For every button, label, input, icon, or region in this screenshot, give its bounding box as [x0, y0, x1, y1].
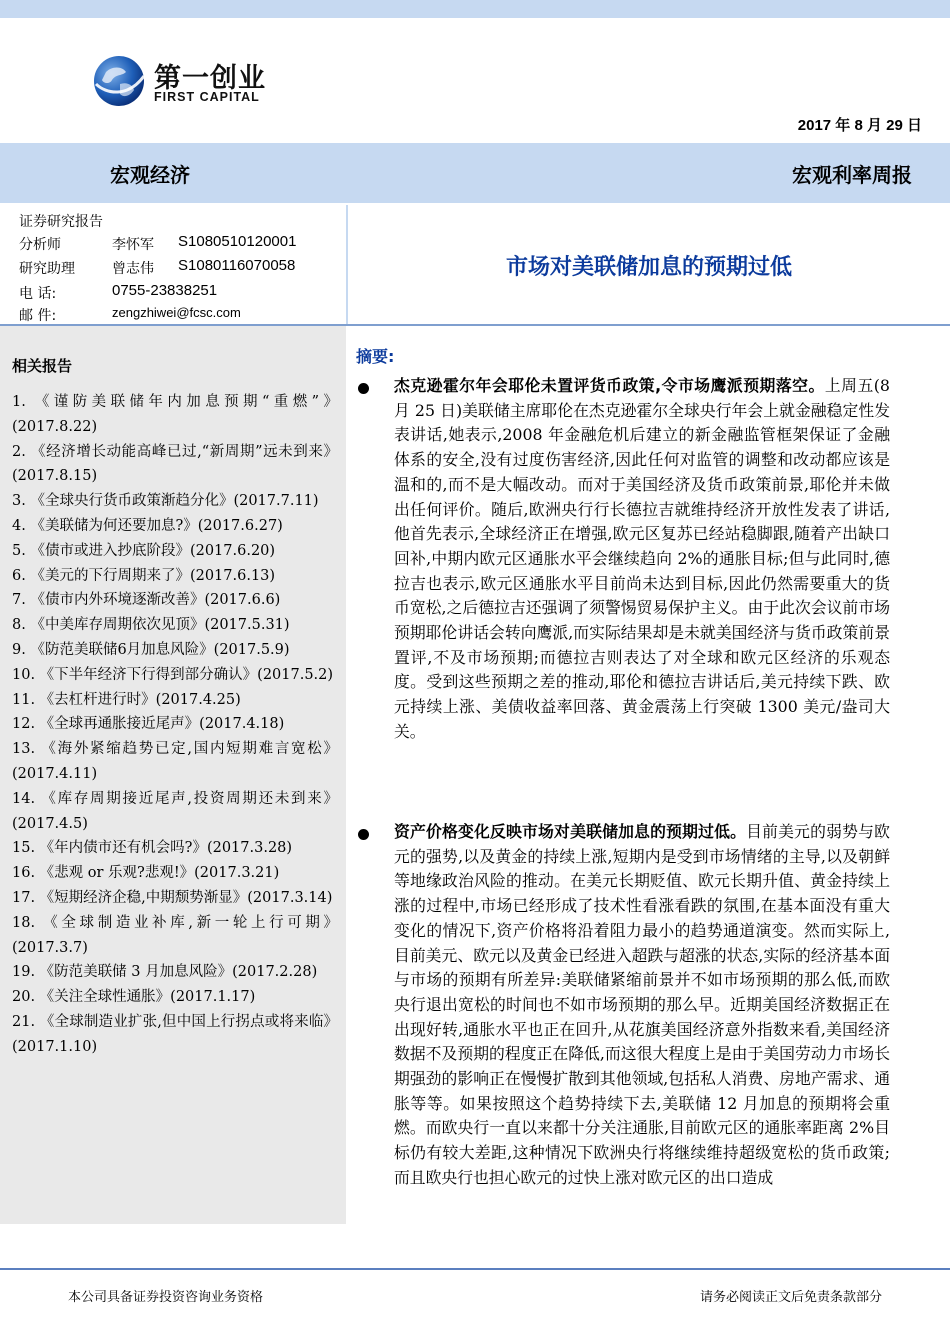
bullet-dot-icon	[358, 383, 369, 394]
assistant-name: 曾志伟	[112, 261, 154, 277]
assistant-id: S1080116070058	[178, 257, 296, 274]
phone-label: 电 话:	[19, 286, 57, 302]
abstract-label: 摘要:	[356, 347, 395, 366]
related-report-item[interactable]: 16. 《悲观 or 乐观?悲观!》(2017.3.21)	[12, 865, 280, 882]
related-report-item[interactable]: 17. 《短期经济企稳,中期颓势渐显》(2017.3.14)	[12, 889, 333, 906]
sector-label: 宏观经济	[110, 163, 190, 187]
report-date: 2017 年 8 月 29 日	[797, 117, 922, 134]
footer-disclaimer: 请务必阅读正文后免责条款部分	[699, 1290, 882, 1305]
report-type-label: 宏观利率周报	[792, 163, 912, 187]
assistant-label: 研究助理	[19, 261, 75, 277]
related-report-item[interactable]: 12. 《全球再通胀接近尾声》(2017.4.18)	[12, 716, 285, 733]
related-report-item[interactable]: 7. 《债市内外环境逐渐改善》(2017.6.6)	[12, 592, 281, 609]
related-report-item[interactable]: 13. 《海外紧缩趋势已定,国内短期难言宽松》(2017.4.11)	[12, 741, 338, 782]
related-report-item[interactable]: 1. 《谨防美联储年内加息预期“重燃”》(2017.8.22)	[12, 394, 338, 435]
related-reports-title: 相关报告	[12, 357, 73, 375]
logo-name-en: FIRST CAPITAL	[154, 90, 260, 104]
abstract-bullet	[358, 374, 890, 745]
related-report-item[interactable]: 6. 《美元的下行周期来了》(2017.6.13)	[12, 567, 276, 584]
abstract-heading: 杰克逊霍尔年会耶伦未置评货币政策,令市场鹰派预期落空。	[394, 376, 825, 395]
related-report-item[interactable]: 5. 《债市或进入抄底阶段》(2017.6.20)	[12, 542, 276, 559]
analyst-label: 分析师	[19, 237, 61, 253]
related-report-item[interactable]: 4. 《美联储为何还要加息?》(2017.6.27)	[12, 517, 283, 534]
top-band	[0, 0, 950, 18]
related-report-item[interactable]: 21. 《全球制造业扩张,但中国上行拐点或将来临》(2017.1.10)	[12, 1013, 338, 1055]
bullet-dot-icon	[358, 829, 369, 840]
related-report-item[interactable]: 11. 《去杠杆进行时》(2017.4.25)	[12, 691, 241, 708]
email-label: 邮 件:	[19, 308, 57, 324]
footer-qualification: 本公司具备证券投资咨询业务资格	[68, 1290, 264, 1305]
abstract-paragraph	[394, 820, 890, 1191]
logo-name-cn: 第一创业	[154, 63, 266, 94]
report-title: 市场对美联储加息的预期过低	[505, 255, 792, 280]
related-reports-list	[12, 390, 338, 1060]
related-report-item[interactable]: 15. 《年内债市还有机会吗?》(2017.3.28)	[12, 840, 293, 857]
related-report-item[interactable]: 14. 《库存周期接近尾声,投资周期还未到来》(2017.4.5)	[12, 790, 338, 832]
related-report-item[interactable]: 18. 《全球制造业补库,新一轮上行可期》(2017.3.7)	[12, 914, 338, 956]
report-category: 证券研究报告	[19, 214, 103, 230]
abstract-body: 目前美元的弱势与欧元的强势,以及黄金的持续上涨,短期内是受到市场情绪的主导,以及朝鲜等地缘政治风险的推动。在美元长期贬值、欧元长期升值、黄金持续上涨的过程中,市场已经形成了技术性看涨看跌的氛围,在基本面没有重大变化的情况下,资产价格将沿着阻力最小的趋势通道演变。然而实际上,目前美元、欧元以及黄金已经进入超跌与超涨的状态,实际的经济基本面与市场的预期有所差异:美联储紧缩前景并不如市场预期的那么低,而欧央行退出宽松的时间也不如市场预期的那么早。近期美国经济数据正在出现好转,通胀水平也正在回升,从花旗美国经济意外指数来看,美国经济数据不及预期的程度正在降低,而这很大程度上是由于美国劳动力市场长期强劲的影响正在慢慢扩散到其他领域,包括私人消费、房地产需求、通胀等等。如果按照这个趋势持续下去,美联储 12 月加息的预期将会重燃。而欧央行一直以来都十分关注通胀,目前欧元区的通胀率距离 2%目标仍有较大差距,这种情况下欧洲央行将继续维持超级宽松的货币政策;而且欧央行也担心欧元的过快上涨对欧元区的出口造成	[394, 822, 890, 1187]
company-logo	[92, 54, 272, 110]
email-address[interactable]: zengzhiwei@fcsc.com	[112, 305, 241, 320]
phone-number: 0755-23838251	[112, 282, 218, 299]
related-report-item[interactable]: 9. 《防范美联储6月加息风险》(2017.5.9)	[12, 641, 290, 658]
related-report-item[interactable]: 19. 《防范美联储 3 月加息风险》(2017.2.28)	[12, 964, 318, 981]
related-report-item[interactable]: 10. 《下半年经济下行得到部分确认》(2017.5.2)	[12, 666, 334, 683]
globe-logo-icon	[92, 54, 146, 108]
abstract-paragraph	[394, 374, 890, 745]
analyst-name: 李怀军	[112, 237, 154, 253]
abstract-bullet	[358, 820, 890, 1191]
related-report-item[interactable]: 2. 《经济增长动能高峰已过,“新周期”远未到来》(2017.8.15)	[12, 443, 338, 485]
related-report-item[interactable]: 20. 《关注全球性通胀》(2017.1.17)	[12, 989, 256, 1006]
related-report-item[interactable]: 8. 《中美库存周期依次见顶》(2017.5.31)	[12, 617, 290, 634]
abstract-body: 上周五(8 月 25 日)美联储主席耶伦在杰克逊霍尔全球央行年会上就金融稳定性发表讲话,她表示,2008 年金融危机后建立的新金融监管框架保证了金融体系的安全,没有过度伤害经济,因此任何对监管的调整和改动都应该是温和的,而不是大幅改动。而对于美国经济及货币政策前景,耶伦并未做出任何评价。随后,欧洲央行行长德拉吉就维持经济开放性发表了讲话,他首先表示,全球经济正在增强,欧元区复苏已经站稳脚跟,随着产出缺口回补,中期内欧元区通胀水平会继续趋向 2%的通胀目标;但与此同时,德拉吉也表示,欧元区通胀水平目前尚未达到目标,因此仍然需要重大的货币宽松,之后德拉吉还强调了须警惕贸易保护主义。由于此次会议前市场预期耶伦讲话会转向鹰派,而实际结果却是未就美国经济与货币政策前景置评,不及市场预期;而德拉吉则表达了对全球和欧元区经济的乐观态度。受到这些预期之差的推动,耶伦和德拉吉讲话后,美元持续下跌、欧元持续上涨、美债收益率回落、黄金震荡上行突破 1300 美元/盎司大关。	[394, 376, 890, 741]
abstract-heading: 资产价格变化反映市场对美联储加息的预期过低。	[394, 822, 747, 841]
analyst-id: S1080510120001	[178, 233, 297, 250]
related-report-item[interactable]: 3. 《全球央行货币政策渐趋分化》(2017.7.11)	[12, 493, 319, 510]
footer-line	[0, 1268, 950, 1270]
